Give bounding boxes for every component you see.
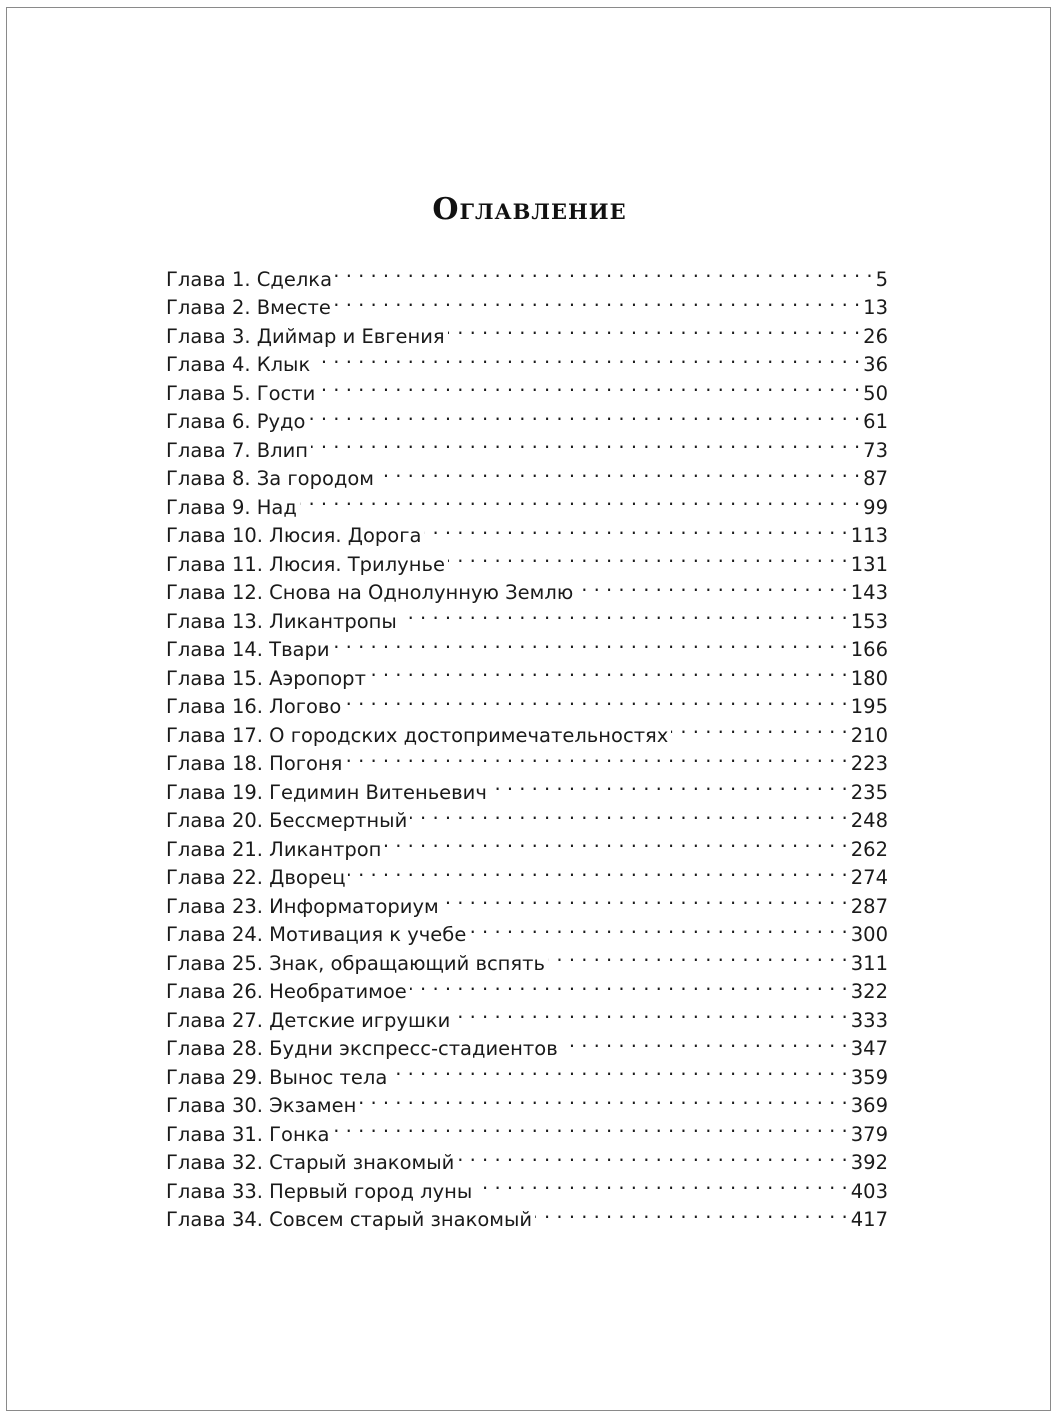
- toc-page-number: 235: [850, 780, 888, 804]
- toc-dot-leader: [318, 371, 860, 400]
- toc-dot-leader: [576, 571, 848, 600]
- toc-page-number: 369: [850, 1094, 888, 1117]
- toc-dot-leader: [410, 970, 848, 999]
- toc-page-number: 26: [863, 324, 888, 348]
- toc-chapter-title: Глава 27. Детские игрушки: [166, 1008, 451, 1032]
- toc-dot-leader: [453, 998, 848, 1027]
- toc-dot-leader: [377, 457, 860, 486]
- toc-page-number: 403: [850, 1179, 888, 1203]
- toc-dot-leader: [390, 1055, 847, 1084]
- toc-chapter-title: Глава 21. Ликантроп: [166, 837, 382, 861]
- toc-dot-leader: [535, 1198, 848, 1227]
- toc-dot-leader: [369, 656, 848, 685]
- toc-chapter-title: Глава 7. Влип: [166, 438, 309, 462]
- toc-page-number: 347: [850, 1037, 888, 1060]
- toc-dot-leader: [335, 257, 873, 286]
- toc-page-number: 223: [850, 752, 888, 775]
- toc-chapter-title: Глава 5. Гости: [166, 381, 316, 405]
- toc-dot-leader: [308, 400, 860, 429]
- toc-chapter-title: Глава 28. Будни экспресс-стадиентов: [166, 1037, 558, 1060]
- toc-dot-leader: [348, 856, 847, 885]
- toc-page-number: 166: [850, 638, 888, 661]
- toc-page-number: 113: [850, 524, 888, 547]
- toc-chapter-title: Глава 1. Сделка: [166, 267, 333, 291]
- toc-dot-leader: [311, 428, 860, 457]
- toc-dot-leader: [359, 1084, 847, 1113]
- toc-page-number: 311: [850, 951, 888, 975]
- toc-chapter-title: Глава 16. Логово: [166, 695, 342, 718]
- toc-chapter-title: Глава 20. Бессмертный: [166, 809, 408, 832]
- toc-page-number: 300: [850, 923, 888, 946]
- toc-dot-leader: [344, 685, 847, 714]
- toc-page-number: 50: [863, 381, 888, 405]
- toc-page-number: 36: [863, 353, 888, 376]
- toc-chapter-title: Глава 17. О городских достопримечательностях: [166, 723, 669, 747]
- toc-page-number: 392: [850, 1151, 888, 1174]
- toc-page-number: 5: [875, 267, 888, 291]
- toc-chapter-title: Глава 30. Экзамен: [166, 1094, 357, 1117]
- toc-page-number: 333: [850, 1008, 888, 1032]
- toc-page-number: 153: [850, 609, 888, 633]
- toc-dot-leader: [490, 770, 848, 799]
- toc-dot-leader: [424, 514, 847, 543]
- toc-page-number: 262: [850, 837, 888, 861]
- toc-dot-leader: [442, 884, 848, 913]
- toc-chapter-title: Глава 31. Гонка: [166, 1122, 330, 1146]
- toc-page-number: 61: [863, 410, 888, 433]
- toc-chapter-title: Глава 26. Необратимое: [166, 980, 407, 1003]
- toc-page-number: 287: [850, 894, 888, 918]
- toc-chapter-title: Глава 33. Первый город луны: [166, 1179, 473, 1203]
- toc-chapter-title: Глава 18. Погоня: [166, 752, 343, 775]
- toc-dot-leader: [410, 799, 848, 828]
- toc-page-number: 87: [863, 467, 888, 490]
- toc-dot-leader: [384, 827, 847, 856]
- toc-page-number: 73: [863, 438, 888, 462]
- toc-chapter-title: Глава 15. Аэропорт: [166, 666, 366, 690]
- toc-dot-leader: [334, 286, 860, 315]
- toc-chapter-title: Глава 10. Люсия. Дорога: [166, 524, 422, 547]
- toc-dot-leader: [469, 913, 847, 942]
- toc-chapter-title: Глава 25. Знак, обращающий вспять: [166, 951, 546, 975]
- toc-dot-leader: [457, 1141, 847, 1170]
- toc-page-number: 180: [850, 666, 888, 690]
- toc-chapter-title: Глава 32. Старый знакомый: [166, 1151, 455, 1174]
- page-title: Оглавление: [432, 192, 627, 227]
- toc-dot-leader: [345, 742, 847, 771]
- toc-page-number: 248: [850, 809, 888, 832]
- toc-page-number: 210: [850, 723, 888, 747]
- toc-dot-leader: [561, 1027, 848, 1056]
- toc-page-number: 359: [850, 1065, 888, 1089]
- table-of-contents: [166, 257, 888, 1231]
- toc-chapter-title: Глава 34. Совсем старый знакомый: [166, 1208, 533, 1231]
- toc-dot-leader: [313, 343, 860, 372]
- toc-dot-leader: [300, 485, 860, 514]
- toc-chapter-title: Глава 2. Вместе: [166, 296, 331, 319]
- toc-dot-leader: [548, 941, 848, 970]
- toc-chapter-title: Глава 12. Снова на Однолунную Землю: [166, 581, 574, 604]
- toc-chapter-title: Глава 29. Вынос тела: [166, 1065, 388, 1089]
- toc-chapter-title: Глава 24. Мотивация к учебе: [166, 923, 467, 946]
- toc-chapter-title: Глава 9. Над: [166, 495, 297, 519]
- toc-chapter-title: Глава 6. Рудо: [166, 410, 306, 433]
- toc-dot-leader: [400, 599, 848, 628]
- toc-page-number: 13: [863, 296, 888, 319]
- toc-page-number: 417: [850, 1208, 888, 1231]
- toc-chapter-title: Глава 14. Твари: [166, 638, 330, 661]
- toc-page-number: 143: [850, 581, 888, 604]
- toc-page-number: 131: [850, 552, 888, 576]
- toc-dot-leader: [475, 1169, 847, 1198]
- toc-dot-leader: [448, 542, 848, 571]
- toc-entry[interactable]: [166, 257, 888, 291]
- toc-chapter-title: Глава 22. Дворец: [166, 866, 346, 889]
- toc-page-number: 195: [850, 695, 888, 718]
- toc-chapter-title: Глава 4. Клык: [166, 353, 311, 376]
- toc-dot-leader: [332, 1112, 847, 1141]
- toc-chapter-title: Глава 19. Гедимин Витеньевич: [166, 780, 487, 804]
- toc-chapter-title: Глава 11. Люсия. Трилунье: [166, 552, 445, 576]
- toc-page-number: 379: [850, 1122, 888, 1146]
- toc-dot-leader: [448, 314, 861, 343]
- toc-chapter-title: Глава 13. Ликантропы: [166, 609, 397, 633]
- toc-page-number: 99: [863, 495, 888, 519]
- toc-chapter-title: Глава 8. За городом: [166, 467, 375, 490]
- toc-page-number: 322: [850, 980, 888, 1003]
- toc-page-number: 274: [850, 866, 888, 889]
- toc-dot-leader: [671, 713, 847, 742]
- toc-chapter-title: Глава 3. Диймар и Евгения: [166, 324, 445, 348]
- toc-chapter-title: Глава 23. Информаториум: [166, 894, 439, 918]
- toc-dot-leader: [333, 628, 848, 657]
